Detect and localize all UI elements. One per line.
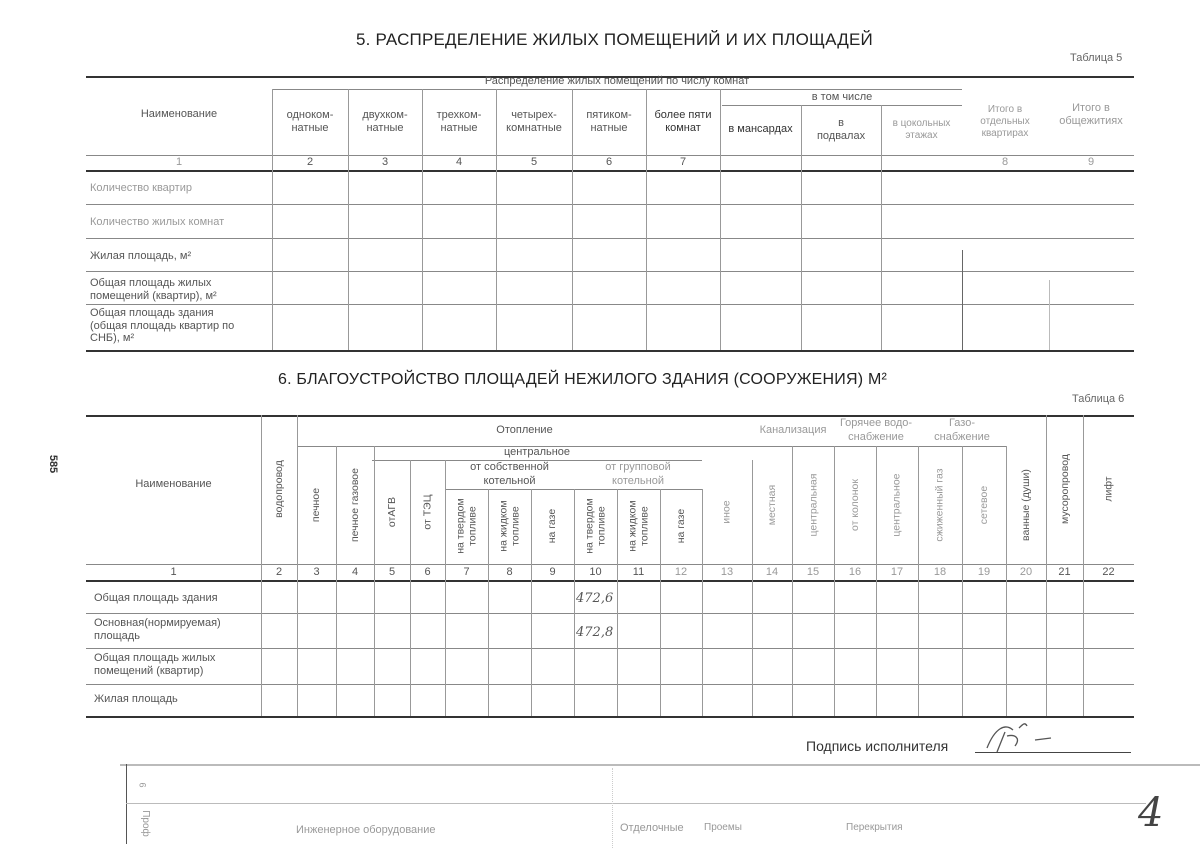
bottom-strip-divider (120, 764, 1200, 766)
col-num: 6 (424, 566, 431, 578)
col-header-vertical: отАГВ (385, 496, 398, 528)
table5-title: 5. РАСПРЕДЕЛЕНИЕ ЖИЛЫХ ПОМЕЩЕНИЙ И ИХ ПЛОЩАДЕЙ (356, 30, 873, 49)
col-header-4room: четырех- комнатные (506, 108, 562, 134)
col-num: 17 (890, 566, 904, 578)
table5-label: Таблица 5 (1070, 52, 1123, 64)
col-num: 13 (720, 566, 734, 578)
col-header-vertical: сетевое (977, 485, 990, 525)
col-num: 9 (549, 566, 556, 578)
col-num: 16 (848, 566, 862, 578)
col-num: 6 (605, 156, 613, 168)
row-label-living-area: Жилая площадь (94, 693, 178, 705)
col-num: 10 (589, 566, 602, 578)
col-num: 20 (1019, 566, 1033, 578)
group-gas: Газо- снабжение (934, 417, 990, 443)
col-header-vertical: печное (310, 487, 323, 523)
col-num: 1 (175, 156, 183, 168)
signature-label: Подпись исполнителя (806, 738, 949, 754)
group-group-boiler: от групповой котельной (605, 461, 671, 487)
col-header-vertical: на жидком топливе (626, 500, 651, 553)
row-label-building-total: Общая площадь здания (94, 592, 218, 604)
col-num: 5 (530, 156, 538, 168)
col-num: 7 (463, 566, 470, 578)
group-heating: Отопление (496, 424, 553, 437)
col-num: 1 (170, 566, 177, 578)
col-header-attic: в мансардах (728, 123, 793, 136)
col-header-basement: в подвалах (816, 116, 866, 142)
col-header-vertical: на твердом топливе (583, 498, 608, 555)
col-header-vertical: на жидком топливе (497, 500, 522, 553)
row-label-total-flats-area: Общая площадь жилых помещений (квартир), м² (90, 277, 217, 302)
col-header-name: Наименование (140, 108, 218, 121)
bottom-strip-floors: Перекрытия (846, 822, 903, 833)
row-label-flats-count: Количество квартир (90, 182, 192, 194)
col-header-vertical: мусоропровод (1058, 454, 1071, 525)
col-num: 2 (306, 156, 314, 168)
col-header-total-flats: Итого в отдельных квартирах (980, 104, 1030, 139)
col-header-vertical: центральное (890, 473, 903, 537)
col-header-socle: в цокольных этажах (892, 118, 951, 141)
col-header-vertical: лифт (1102, 476, 1115, 503)
handwritten-value-building-total: 472,6 (576, 591, 614, 606)
col-num: 14 (765, 566, 779, 578)
bottom-strip-vlines (612, 768, 613, 848)
row-label-living-area: Жилая площадь, м² (90, 250, 192, 262)
col-num: 2 (275, 566, 283, 578)
row-label-rooms-count: Количество жилых комнат (90, 216, 225, 228)
col-header-vertical: на газе (674, 509, 687, 544)
bottom-strip-num: 6 (137, 782, 148, 788)
table6-label: Таблица 6 (1072, 393, 1125, 405)
col-num: 3 (313, 566, 320, 578)
row-label-main-area: Основная(нормируемая) площадь (94, 617, 221, 642)
col-header-total-dorms: Итого в общежитиях (1059, 101, 1123, 127)
col-header-2room: двухком- натные (362, 108, 408, 134)
row-label-flats-area: Общая площадь жилых помещений (квартир) (94, 652, 216, 677)
col-num: 19 (977, 566, 991, 578)
bottom-strip-openings: Проемы (704, 822, 742, 833)
bottom-strip-left-border (126, 764, 127, 844)
col-header-vertical: печное газовое (348, 467, 361, 543)
col-num: 5 (388, 566, 396, 578)
col-num: 18 (933, 566, 947, 578)
col-header-vertical: центральная (806, 473, 819, 537)
group-hot-water: Горячее водо- снабжение (839, 417, 913, 443)
col-header-name: Наименование (135, 478, 212, 491)
handwritten-value-main-area: 472,8 (576, 625, 614, 640)
bottom-strip-engineering: Инженерное оборудование (296, 824, 436, 836)
col-header-3room: трехком- натные (436, 108, 482, 134)
col-header-vertical: водопровод (272, 460, 285, 519)
col-header-vertical: ванные (души) (1019, 469, 1032, 541)
group-sewerage: Канализация (759, 424, 827, 437)
col-num: 4 (351, 566, 359, 578)
col-num: 7 (679, 156, 687, 168)
col-num: 3 (381, 156, 389, 168)
col-header-vertical: от ТЭЦ (421, 494, 434, 530)
col-header-vertical: от колонок (848, 479, 861, 531)
col-header-vertical: иное (720, 500, 733, 524)
side-page-number: 585 (47, 454, 60, 474)
col-num: 12 (674, 566, 688, 578)
col-header-1room: одноком- натные (286, 108, 334, 134)
row-label-building-area: Общая площадь здания (общая площадь квартир по СНБ), м² (90, 307, 235, 345)
col-num: 22 (1102, 566, 1115, 578)
col-header-vertical: на твердом топливе (454, 498, 479, 555)
col-header-vertical: на газе (546, 509, 559, 544)
col-num: 4 (455, 156, 463, 168)
bottom-strip-vertical-label: Проф (139, 810, 151, 837)
table6-title: 6. БЛАГОУСТРОЙСТВО ПЛОЩАДЕЙ НЕЖИЛОГО ЗДАНИЯ (СООРУЖЕНИЯ) М² (278, 371, 887, 388)
col-header-vertical: местная (765, 484, 778, 526)
bottom-strip-finishing: Отделочные (620, 822, 684, 834)
col-num: 11 (632, 566, 645, 578)
group-central: центральное (503, 446, 571, 459)
col-header-5room: пятиком- натные (586, 108, 632, 134)
signature-scribble (975, 718, 1075, 758)
col-num: 21 (1058, 566, 1071, 578)
col-num: 15 (806, 566, 820, 578)
handwritten-mark: 4 (1138, 790, 1164, 836)
col-num: 8 (1001, 156, 1009, 168)
subgroup-header-incl: в том числе (811, 90, 873, 103)
col-header-more5: более пяти комнат (654, 108, 712, 134)
group-header-rooms: Распределение жилых помещений по числу комнат (484, 74, 750, 87)
col-header-vertical: сжиженный газ (933, 468, 946, 542)
col-num: 9 (1087, 156, 1095, 168)
col-num: 8 (506, 566, 513, 578)
group-own-boiler: от собственной котельной (470, 461, 549, 487)
bottom-strip-mid-line (126, 803, 1146, 804)
